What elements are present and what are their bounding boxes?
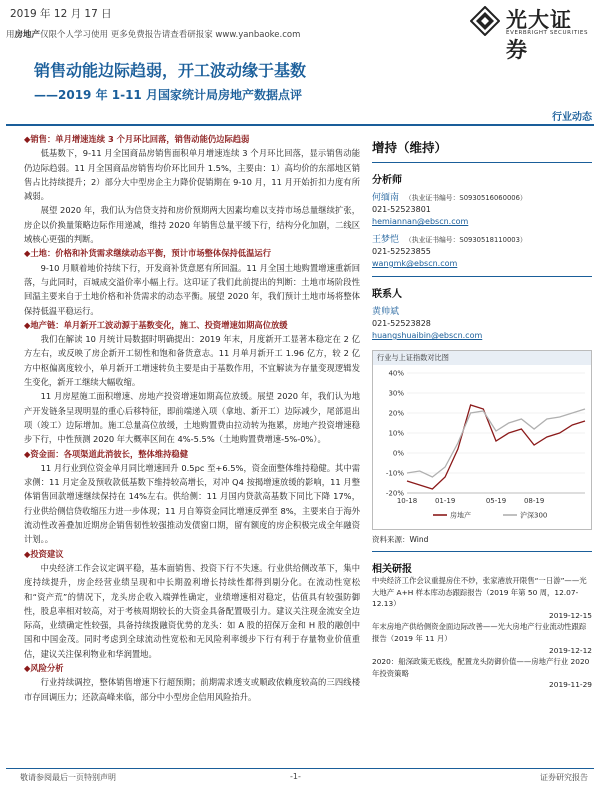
analyst-license: （执业证书编号：S0930516060006） — [405, 194, 527, 202]
paragraph: 行业持续调控，整体销售增速下行超预期；前期需求透支或顺政依赖度较高的三四线楼市存回调压力；还款高峰来临，部分中小型房企信用风险抬升。 — [24, 677, 360, 702]
paragraph: 展望 2020 年，我们认为信贷支持和房价预期两大因素均难以支持市场总量继续扩张，房企以价换量策略边际作用递减，维持 2020 年销售总量平缓下行，结构分化加剧，二线区域核心更强的判断。 — [24, 205, 360, 245]
section-heading: ◆资金面：各项渠道此消彼长，整体维持稳健 — [24, 448, 189, 459]
related-report-link[interactable]: 年末房地产供给侧资金面边际改善——光大房地产行业流动性跟踪报告（2019 年 11 月） — [372, 622, 587, 643]
contact-card — [372, 306, 592, 342]
watermark-brand: 房地产 — [14, 30, 41, 40]
analyst-license: （执业证书编号：S0930518110003） — [405, 236, 527, 244]
related-report-date: 2019-12-12 — [549, 645, 592, 655]
related-heading: 相关研报 — [372, 564, 412, 575]
y-tick-label: 40% — [388, 369, 404, 378]
section-chain — [24, 318, 360, 447]
page-number: -1- — [290, 772, 301, 781]
section-risk — [24, 661, 360, 704]
sector-label: 行业动态 — [552, 112, 592, 123]
footer-report-type: 证券研究报告 — [540, 773, 588, 782]
analysts-heading: 分析师 — [372, 175, 402, 186]
related-report-link[interactable]: 2020：船深政策无底线，配置龙头防御价值——房地产行业 2020 年投资策略 — [372, 657, 590, 678]
main-body — [24, 132, 360, 704]
header-divider — [6, 124, 594, 126]
paragraph: 我们在解读 10 月统计局数据时明确提出：2019 年末，月度新开工显著本稳定在 2 亿方左右，或反映了房企新开工韧性和饱和备货意志。11 月单月新开工 1.96 亿方，较 2 亿方中枢偏离度较小，单月新开工增速转负主要是由于基数作用，不宜解读为存量变现逻辑发生变化，新开工继续大幅收缩。 — [24, 334, 360, 388]
section-heading: ◆土地：价格和补货需求继续动态平衡，预计市场整体保持低温运行 — [24, 248, 271, 259]
section-sales — [24, 132, 360, 246]
watermark-rest: 仅限个人学习使用 更多免费报告请查看研报家 www.yanbaoke.com — [40, 30, 301, 40]
legend-label: 沪深300 — [520, 511, 548, 520]
chart-source: 资料来源：Wind — [372, 535, 429, 544]
analyst-name: 王梦恺 — [372, 235, 400, 245]
page-title: 销售动能边际趋弱，开工波动缘于基数 — [34, 61, 307, 80]
logo-english: EVERBRIGHT SECURITIES — [506, 30, 589, 36]
related-report-link[interactable]: 中央经济工作会议重提房住不炒，张家港放开限售“一日游”——光大地产 A+H 样本库动态跟踪报告（2019 年第 50 周，12.07-12.13） — [372, 576, 587, 609]
related-report-date: 2019-12-15 — [549, 610, 592, 620]
section-investment — [24, 547, 360, 661]
section-land — [24, 246, 360, 317]
analyst-phone: 021-52523801 — [372, 205, 431, 214]
rating: 增持（维持） — [372, 132, 592, 163]
x-tick-label: 08-19 — [523, 497, 545, 505]
paragraph: 11 月行业到位资金单月同比增速回升 0.5pc 至+6.5%，资金面整体维持稳健。其中需求侧：11 月定金及预收款低基数下维持较高增长，对冲 Q4 按揭增速放缓的影响，11 月整体销售回款增速继续保持在 14%左右。供给侧：11 月国内贷款高基数下同比下降 17%，行业供给侧信贷收缩压力进一步体现；11 月自筹资金同比增速反弹至 8%，主要来自于海外流动性改善叠加近期房企销售韧性较强推动发债窗口期，留有额度的房企积极完成全年融资计划。。 — [24, 462, 360, 545]
section-heading: ◆风险分析 — [24, 662, 64, 673]
paragraph: 中央经济工作会议定调平稳，基本面销售、投资下行不失速。行业供给侧改革下，集中度持续提升，房企经营业绩呈现和中长期盈利增长持续性都得到剔分化。在流动性宽松和“资产荒”的情况下，龙头房企收入端弹性确定，业绩增速相对稳定，估值具有较强防御性，股息率相对较高，对于考核周期较长的大资金具备配置吸引力。建议关注现金流安全边际高，业绩确定性较强，具备持续拨融资优势的龙头：如 A 股的招保万金和 H 股的融创中国和中国金茂。同时考虑到全球流动性宽松和无风险利率缓步下行有利于存量物业价值重估，建议关注保利物业和华润置地。 — [24, 562, 360, 659]
sidebar-divider — [372, 276, 592, 277]
related-reports — [372, 575, 592, 691]
company-logo — [470, 4, 592, 62]
analyst-name: 何缅南 — [372, 193, 400, 203]
analyst-card — [372, 192, 592, 228]
footer-divider — [6, 768, 594, 769]
y-tick-label: 20% — [388, 409, 404, 418]
contact-name: 黄帅斌 — [372, 307, 400, 317]
everbright-logo-icon — [470, 6, 500, 36]
x-tick-label: 01-19 — [434, 497, 456, 505]
paragraph: 低基数下，9-11 月全国商品房销售面积单月增速连续 3 个月环比回落，显示销售动能仍边际趋弱。11 月全国商品房销售均价环比回升 1.5%，主要由：1）高均价的东部地区销售占比持续提升；2）部分大中型房企主力降价促销期在 9-10 月，11 月开始折扣力度有所减弱。 — [24, 148, 360, 202]
section-funding — [24, 447, 360, 547]
y-tick-label: 30% — [388, 389, 404, 398]
section-heading: ◆投资建议 — [24, 548, 64, 559]
y-tick-label: -20% — [385, 489, 404, 498]
series-line-csi300 — [407, 409, 585, 477]
contact-email-link[interactable]: huangshuaibin@ebscn.com — [372, 331, 483, 340]
contact-phone: 021-52523828 — [372, 319, 431, 328]
paragraph: 9-10 月顺着地价持续下行，开发商补货意愿有所回温。11 月全国土地购置增速重新回落，与此同时，百城成交溢价率小幅上行。这印证了我们此前提出的判断：土地市场阶段性回温主要来自于土地价格和补货需求的动态平衡。展望 2020 年，我们预计土地市场将整体保持低温平稳运行。 — [24, 262, 360, 316]
analyst-card — [372, 234, 592, 270]
analyst-email-link[interactable]: hemiannan@ebscn.com — [372, 217, 469, 226]
chart-title: 行业与上证指数对比图 — [373, 351, 591, 365]
legend-label: 房地产 — [450, 511, 471, 520]
report-date: 2019 年 12 月 17 日 — [10, 8, 112, 20]
watermark-prefix: 用 — [6, 30, 15, 40]
watermark-text — [6, 28, 300, 40]
page-subtitle: ——2019 年 1-11 月国家统计局房地产数据点评 — [34, 88, 302, 102]
analyst-phone: 021-52523855 — [372, 247, 431, 256]
logo-chinese: 光大证券 — [506, 8, 572, 62]
y-tick-label: -10% — [385, 469, 404, 478]
paragraph: 11 月房屋施工面积增速、房地产投资增速如期高位放缓。展望 2020 年，我们认为地产开发链条呈现明显的重心后移特征，即前端递入项（拿地、新开工）边际减少，尾部退出项（竣工）边际增加。施工总量高位放缓，土地购置费由拉动转为拖累，房地产投资增速稳步下行，中性预测 2020 年大概率区间在 4%-5.5%（土地购置费增速-5%-0%）。 — [24, 391, 360, 445]
section-heading: ◆地产链：单月新开工波动源于基数变化，施工、投资增速如期高位放缓 — [24, 319, 288, 330]
related-report-date: 2019-11-29 — [549, 680, 592, 690]
sidebar — [372, 132, 592, 691]
section-heading: ◆销售：单月增速连续 3 个月环比回落，销售动能仍边际趋弱 — [24, 134, 250, 144]
analyst-email-link[interactable]: wangmk@ebscn.com — [372, 259, 458, 268]
y-tick-label: 10% — [388, 429, 404, 438]
y-tick-label: 0% — [392, 449, 404, 458]
chart-svg — [373, 365, 591, 525]
x-tick-label: 10-18 — [396, 497, 418, 505]
contact-heading: 联系人 — [372, 289, 402, 300]
x-tick-label: 05-19 — [485, 497, 507, 505]
footer-disclaimer: 敬请参阅最后一页特别声明 — [20, 773, 116, 782]
sidebar-divider — [372, 551, 592, 552]
comparison-chart — [372, 350, 592, 530]
